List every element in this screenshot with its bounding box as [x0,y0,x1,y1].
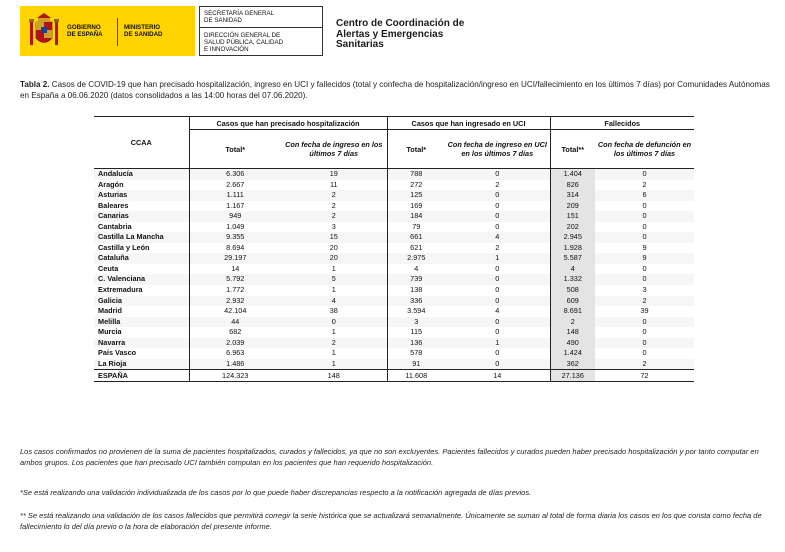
table-cell: 2.945 [550,232,595,243]
table-cell: 490 [550,338,595,349]
table-cell: 14 [189,264,281,275]
table-cell: 169 [387,201,445,212]
table-cell: 2 [595,296,694,307]
total-cell: 27.136 [550,370,595,382]
table-cell: 5.587 [550,253,595,264]
logo-divider [117,18,118,46]
table-cell: 578 [387,348,445,359]
table-cell: 272 [387,180,445,191]
ccaa-name-cell: C. Valenciana [94,274,189,285]
table-cell: 209 [550,201,595,212]
table-cell: 1.772 [189,285,281,296]
footnote-general: Los casos confirmados no provienen de la suma de pacientes hospitalizados, curados y fallecidos, ya que no son excluyentes. Pacientes fallecidos y curados pueden haber precisado hospitalización y por tanto computar en ambos grupos. Los pacientes que han precisado UCI también computan en los pacientes que han requerido hospitalización. [20,447,759,467]
table-cell: 20 [329,242,338,252]
total-cell: ESPAÑA [94,370,189,382]
table-cell: 39 [640,306,649,316]
table-cell: 184 [387,211,445,222]
table-cell: 0 [445,296,550,307]
table-cell: 0 [495,200,500,210]
table-row [94,169,694,180]
table-cell: 136 [387,338,445,349]
table-cell: 6.306 [189,169,281,180]
table-cell: 1 [331,285,336,295]
secretaria-label: SECRETARÍA GENERAL DE SANIDAD [200,7,322,28]
table-cell: 5.792 [189,274,281,285]
table-row [94,232,694,243]
table-cell: 1 [445,253,550,264]
table-cell: 682 [189,327,281,338]
footnote-double-asterisk: ** Se está realizando una validación de los casos fallecidos que permitirá corregir la serie histórica que se actualizará semanalmente. Únicamente se suman al total de forma diaria los casos en los que consta como fecha de fallecimiento lo del día previo o la hora de elaboración del presente informe. [20,511,762,531]
table-cell: 0 [495,348,500,358]
table-row [94,348,694,359]
table-cell: 0 [445,359,550,370]
table-cell: 4 [445,232,550,243]
footnote-asterisk: *Se está realizando una validación individualizada de los casos por lo que puede haber discrepancias respecto a la notificación agregada de días previos. [20,488,532,497]
centro-coordinacion-title: Centro de Coordinación de Alertas y Emergencias Sanitarias [336,18,465,50]
ccaa-name-cell: Asturias [94,190,189,201]
table-cell: 2 [642,179,647,189]
table-cell: 1.332 [550,274,595,285]
ccaa-name-cell: Galicia [94,296,189,307]
table-cell: 151 [550,211,595,222]
table-cell: 826 [550,180,595,191]
ccaa-name-cell: Ceuta [98,263,119,273]
table-cell: 0 [642,327,647,337]
subheader-fall-7dias: Con fecha de defunción en los últimos 7 días [595,130,694,169]
table-cell: 0 [445,211,550,222]
total-cell: 124.323 [189,370,281,382]
gobierno-label: GOBIERNO DE ESPAÑA [67,24,103,38]
table-cell: 2 [281,211,387,222]
table-row [94,338,694,349]
subheader-fall-total: Total** [550,130,595,169]
table-row [94,296,694,307]
table-cell: 609 [550,296,595,307]
table-row [94,222,694,233]
table-cell: 0 [445,190,550,201]
table-row [94,306,694,317]
table-row [94,180,694,191]
table-cell: 661 [387,232,445,243]
subheader-hosp-total: Total* [189,130,281,169]
table-caption-text: Casos de COVID-19 que han precisado hospitalización, ingreso en UCI y fallecidos (total y confecha de hospitalización/ingreso en UCI/fallecimiento en los últimos 7 días) por Comunidades Autónomas en España a 06.06.2020 (datos consolidados a las 14:00 horas del 07.06.2020). [20,80,770,100]
ministerio-label: MINISTERIO DE SANIDAD [124,24,163,38]
table-cell: 0 [445,317,550,328]
table-cell: 0 [595,338,694,349]
table-cell: 138 [387,285,445,296]
table-cell: 1.167 [189,201,281,212]
table-cell: 2 [495,179,500,189]
table-cell: 0 [445,274,550,285]
table-cell: 0 [445,169,550,180]
table-row [94,243,694,254]
subheader-hosp-7dias: Con fecha de ingreso en los últimos 7 días [281,130,387,169]
table-cell: 336 [387,296,445,307]
ccaa-name-cell: Melilla [94,317,189,328]
table-cell: 621 [387,243,445,254]
table-cell: 1.424 [550,348,595,359]
ccaa-name-cell: Aragón [98,179,124,189]
table-cell: 125 [387,190,445,201]
ccaa-name-cell: Cantabria [98,221,132,231]
table-cell: 1 [445,338,550,349]
table-cell: 202 [550,222,595,233]
table-cell: 0 [642,263,647,273]
table-cell: 314 [550,190,595,201]
table-cell: 6 [595,190,694,201]
table-cell: 91 [387,359,445,370]
table-cell: 148 [550,327,595,338]
table-cell: 2.039 [189,338,281,349]
total-cell: 11.608 [387,370,445,382]
table-cell: 508 [550,285,595,296]
table-cell: 4 [387,264,445,275]
table-cell: 1 [331,348,336,358]
table-row [94,253,694,264]
table-cell: 11 [329,179,338,189]
group-header-hospitalizacion: Casos que han precisado hospitalización [189,117,387,130]
subheader-uci-7dias: Con fecha de ingreso en UCI en los últimos 7 días [445,130,550,169]
table-cell: 0 [642,221,647,231]
table-cell: 9 [642,242,647,252]
total-cell: 72 [595,370,694,382]
ccaa-name-cell: Canarias [94,211,189,222]
gobierno-logo-block [20,6,195,56]
table-cell: 1 [281,359,387,370]
total-row [94,370,694,382]
table-cell: 4 [281,296,387,307]
table-row [94,264,694,275]
table-cell: 44 [189,317,281,328]
ccaa-name-cell: Castilla y León [98,242,150,252]
table-cell: 38 [329,306,338,316]
table-cell: 0 [495,263,500,273]
table-cell: 0 [642,348,647,358]
coat-of-arms-icon [28,11,60,51]
group-header-uci: Casos que han ingresado en UCI [387,117,550,130]
table-cell: 0 [595,274,694,285]
covid-hospitalization-table [94,116,694,382]
table-cell: 2 [281,190,387,201]
department-box [199,6,323,56]
table-cell: 2 [331,200,336,210]
table-row [94,201,694,212]
ccaa-name-cell: Baleares [98,200,129,210]
table-cell: 8.691 [550,306,595,317]
table-cell: 15 [281,232,387,243]
ccaa-name-cell: Navarra [94,338,189,349]
table-cell: 3 [387,317,445,328]
table-cell: 362 [550,359,595,370]
table-cell: 0 [595,317,694,328]
table-cell: 0 [495,285,500,295]
table-cell: 29.197 [189,253,281,264]
table-cell: 6.963 [189,348,281,359]
table-cell: 0 [281,317,387,328]
table-cell: 79 [387,222,445,233]
table-cell: 0 [495,221,500,231]
table-cell: 1.049 [189,222,281,233]
ccaa-name-cell: Castilla La Mancha [94,232,189,243]
table-cell: 1 [331,327,336,337]
table-cell: 0 [595,211,694,222]
table-cell: 1.111 [189,190,281,201]
table-cell: 5 [281,274,387,285]
ccaa-name-cell: País Vasco [98,348,137,358]
table-caption [20,80,770,101]
table-cell: 8.694 [189,243,281,254]
table-cell: 2.932 [189,296,281,307]
table-cell: 2 [550,317,595,328]
direccion-label: DIRECCIÓN GENERAL DE SALUD PÚBLICA, CALIDAD E INNOVACIÓN [204,32,284,53]
ccaa-name-cell: Cataluña [94,253,189,264]
subheader-uci-total: Total* [387,130,445,169]
table-cell: 20 [281,253,387,264]
total-cell: 148 [281,370,387,382]
table-cell: 1.404 [550,169,595,180]
table-cell: 3 [331,221,336,231]
ccaa-name-cell: Andalucía [94,169,189,180]
table-cell: 9.355 [189,232,281,243]
table-row [94,211,694,222]
table-cell: 4 [495,306,500,316]
table-row [94,359,694,370]
table-cell: 788 [387,169,445,180]
table-cell: 1 [331,263,336,273]
total-cell: 14 [445,370,550,382]
table-cell: 2.667 [189,180,281,191]
table-cell: 0 [495,327,500,337]
ccaa-header: CCAA [94,117,189,169]
table-cell: 2.975 [387,253,445,264]
table-cell: 2 [495,242,500,252]
document-header [0,0,785,62]
table-cell: 0 [595,232,694,243]
ccaa-name-cell: Extremadura [98,285,143,295]
table-cell: 0 [642,200,647,210]
table-cell: 3 [642,285,647,295]
table-row [94,317,694,328]
table-cell: 9 [595,253,694,264]
table-cell: 42.104 [189,306,281,317]
table-cell: 3.594 [387,306,445,317]
group-header-fallecidos: Fallecidos [550,117,694,130]
table-row [94,190,694,201]
ccaa-name-cell: La Rioja [94,359,189,370]
table-cell: 1.928 [550,243,595,254]
ccaa-name-cell: Madrid [98,306,122,316]
table-cell: 115 [387,327,445,338]
table-cell: 0 [595,169,694,180]
table-row [94,285,694,296]
table-cell: 2 [595,359,694,370]
table-cell: 739 [387,274,445,285]
table-cell: 4 [550,264,595,275]
table-cell: 1.486 [189,359,281,370]
table-row [94,274,694,285]
table-cell: 2 [281,338,387,349]
table-cell: 19 [281,169,387,180]
table-row [94,327,694,338]
ccaa-name-cell: Murcia [98,327,122,337]
table-cell: 949 [189,211,281,222]
table-caption-label: Tabla 2. [20,80,50,89]
